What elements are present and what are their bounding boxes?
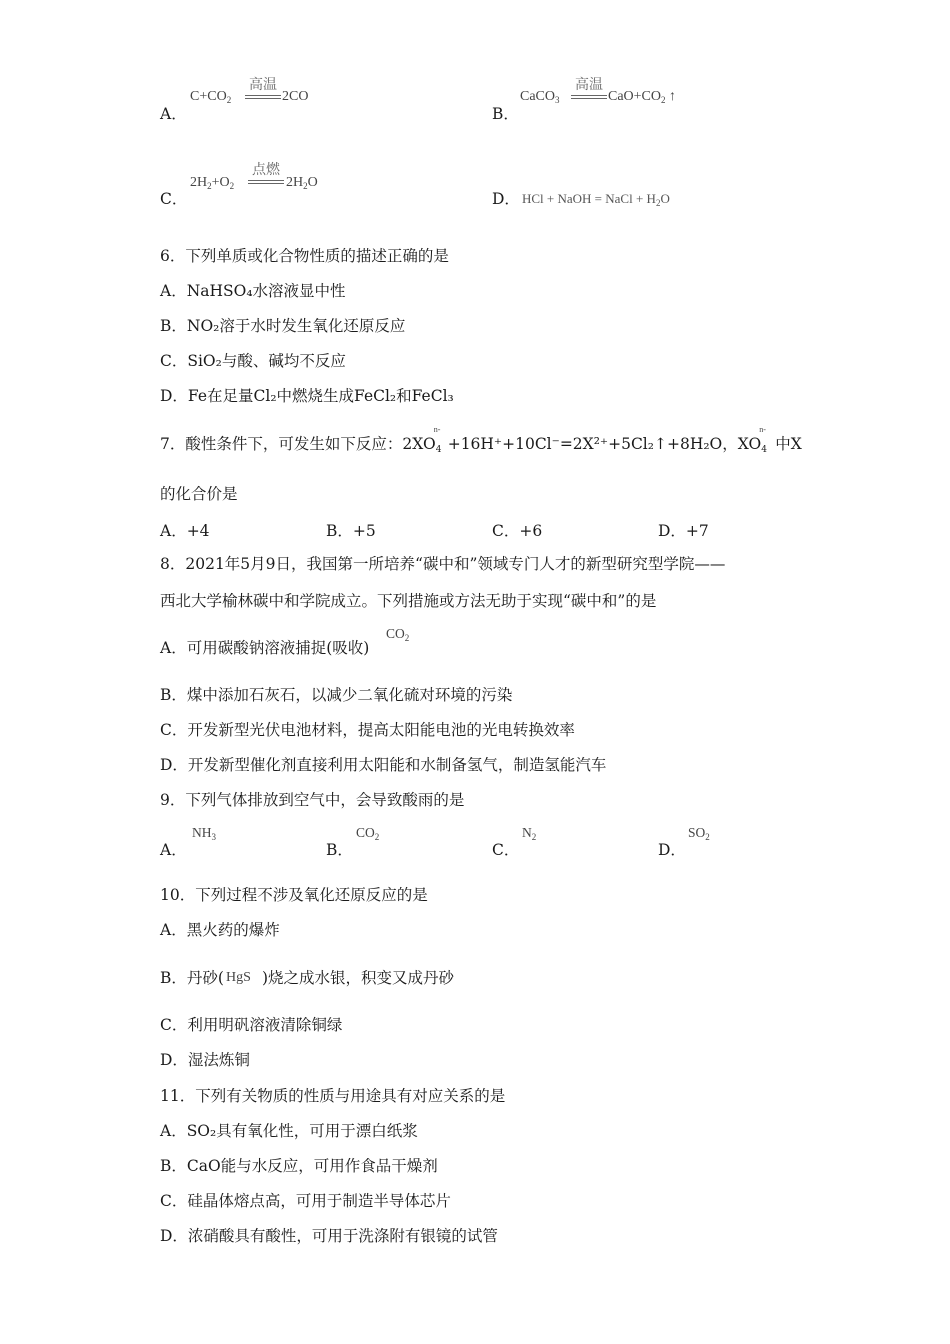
q8-stem-line2: 西北大学榆林碳中和学院成立。下列措施或方法无助于实现“碳中和”的是 (160, 592, 657, 610)
q9-d-label: D． (658, 841, 686, 859)
gas-arrow-icon: ↑ (669, 89, 677, 104)
q11-stem: 11．下列有关物质的性质与用途具有对应关系的是 (160, 1087, 506, 1105)
q9-stem: 9．下列气体排放到空气中，会导致酸雨的是 (160, 791, 465, 809)
q11-option-b[interactable]: B．CaO能与水反应，可用作食品干燥剂 (160, 1157, 438, 1175)
q10-option-c[interactable]: C．利用明矾溶液清除铜绿 (160, 1016, 343, 1034)
q8-option-b[interactable]: B．煤中添加石灰石，以减少二氧化硫对环境的污染 (160, 686, 513, 704)
q9-a-label: A． (160, 841, 187, 859)
q9-b-formula: $CO_2$ (356, 825, 380, 842)
q8-stem-line1: 8．2021年5月9日，我国第一所培养“碳中和”领域专门人才的新型研究型学院—— (160, 555, 726, 573)
q9-d-formula: $SO_2$ (688, 825, 710, 842)
q11-option-a[interactable]: A．SO₂具有氧化性，可用于漂白纸浆 (160, 1122, 418, 1140)
q8-option-a[interactable]: A．可用碳酸钠溶液捕捉(吸收) $CO_2$ (160, 626, 410, 657)
q5-c-right: $2H_2O$ (286, 175, 318, 191)
q5-a-condition: 高温 (249, 77, 277, 93)
q10-option-a[interactable]: A．黑火药的爆炸 (160, 921, 280, 939)
q9-b-label: B． (326, 841, 353, 859)
q11-option-c[interactable]: C．硅晶体熔点高，可用于制造半导体芯片 (160, 1192, 451, 1210)
q6-stem: 6．下列单质或化合物性质的描述正确的是 (160, 247, 449, 265)
q7-stem-continued: 的化合价是 (160, 485, 238, 503)
q5-d-label: D． (492, 190, 520, 208)
q7-option-b[interactable]: B．+5 (326, 522, 376, 540)
q5-b-right: $CaO+CO_2$ ↑ (608, 89, 677, 105)
q6-option-d[interactable]: D．Fe在足量Cl₂中燃烧生成FeCl₂和FeCl₃ (160, 387, 454, 405)
q10-stem: 10．下列过程不涉及氧化还原反应的是 (160, 886, 428, 904)
q9-a-formula: $NH_3$ (192, 825, 216, 842)
q5-a-eq-bar-top (245, 95, 281, 96)
q7-option-c[interactable]: C．+6 (492, 522, 543, 540)
q5-c-label: C． (160, 190, 188, 208)
q5-b-eq-bar-top (571, 95, 607, 96)
q5-c-eq-bar-top (248, 180, 284, 181)
q5-a-right: 2CO (282, 89, 309, 104)
q6-option-c[interactable]: C．SiO₂与酸、碱均不反应 (160, 352, 346, 370)
q5-c-left: $2H_2+O_2$ (190, 175, 235, 191)
q5-b-condition: 高温 (575, 77, 603, 93)
q7-stem: 7．酸性条件下，可发生如下反应：2XO n- $_4$ +16H⁺+10Cl⁻=2X²⁺+5Cl₂↑+8H₂O，XO n- $_4$ 中X (160, 425, 802, 455)
q7-option-d[interactable]: D．+7 (658, 522, 709, 540)
q6-option-a[interactable]: A．NaHSO₄水溶液显中性 (160, 282, 346, 300)
q11-option-d[interactable]: D．浓硝酸具有酸性，可用于洗涤附有银镜的试管 (160, 1227, 498, 1245)
q5-c-condition: 点燃 (252, 162, 280, 178)
q10-b-formula: HgS (225, 970, 251, 985)
q5-b-label: B． (492, 105, 519, 123)
q5-c-eq-bar-bottom (248, 183, 284, 184)
q10-option-d[interactable]: D．湿法炼铜 (160, 1051, 250, 1069)
q8-a-formula: $CO_2$ (386, 626, 410, 643)
q8-option-d[interactable]: D．开发新型催化剂直接利用太阳能和水制备氢气，制造氢能汽车 (160, 756, 607, 774)
q5-a-eq-bar-bottom (245, 98, 281, 99)
q5-b-eq-bar-bottom (571, 98, 607, 99)
q9-c-formula: $N_2$ (522, 825, 537, 842)
q5-d-equation: HCl + NaOH = NaCl + $H_2O$ (522, 191, 670, 208)
q5-a-label: A． (160, 105, 187, 123)
q7-option-a[interactable]: A．+4 (160, 522, 210, 540)
q5-b-left: CaCO$_3$ (520, 89, 560, 105)
q8-option-c[interactable]: C．开发新型光伏电池材料，提高太阳能电池的光电转换效率 (160, 721, 575, 739)
q9-c-label: C． (492, 841, 520, 859)
q10-option-b[interactable]: B．丹砂( HgS )烧之成水银，积变又成丹砂 (160, 969, 455, 987)
q5-a-left: $C+CO_2$ (190, 89, 232, 105)
q6-option-b[interactable]: B．NO₂溶于水时发生氧化还原反应 (160, 317, 406, 335)
